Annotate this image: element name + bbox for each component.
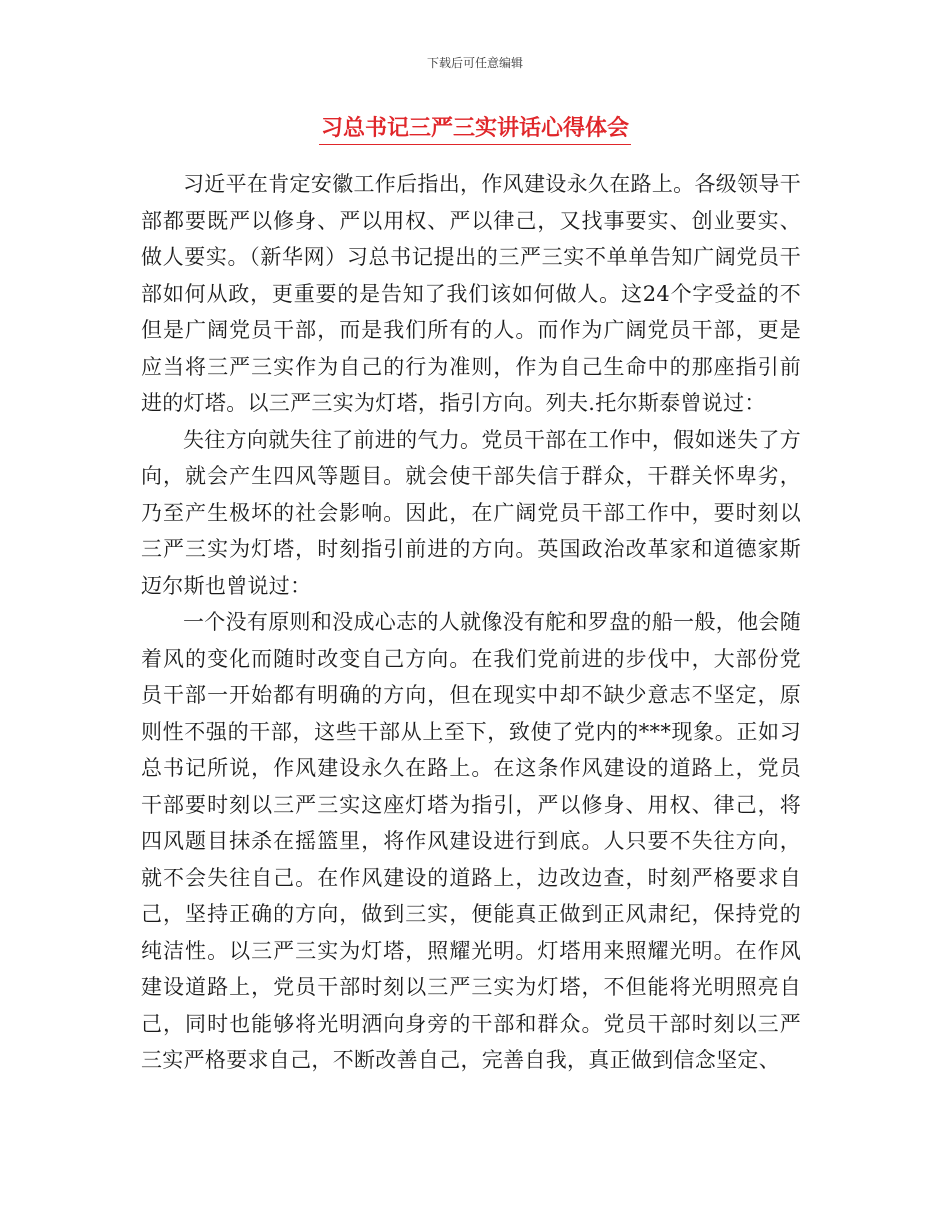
header-note: 下载后可任意编辑 (426, 56, 523, 70)
paragraph-1: 习近平在肯定安徽工作后指出，作风建设永久在路上。各级领导干部都要既严以修身、严以用权、严以律己，又找事要实、创业要实、做人要实。（新华网）习总书记提出的三严三实不单单告知广阔党员干部如何从政，更重要的是告知了我们该如何做人。这24个字受益的不但是广阔党员干部，而是我们所有的人。而作为广阔党员干部，更是应当将三严三实作为自己的行为准则，作为自己生命中的那座指引前进的灯塔。以三严三实为灯塔，指引方向。列夫.托尔斯泰曾说过： (141, 172, 801, 415)
document-title: 习总书记三严三实讲话心得体会 (319, 114, 631, 145)
document-title-wrapper (0, 114, 950, 145)
document-body (141, 166, 801, 1079)
paragraph-2: 失往方向就失往了前进的气力。党员干部在工作中，假如迷失了方向，就会产生四风等题目。就会使干部失信于群众，干群关怀卑劣，乃至产生极坏的社会影响。因此，在广阔党员干部工作中，要时刻以三严三实为灯塔，时刻指引前进的方向。英国政治改革家和道德家斯迈尔斯也曾说过： (141, 427, 801, 598)
paragraph-3: 一个没有原则和没成心志的人就像没有舵和罗盘的船一般，他会随着风的变化而随时改变自己方向。在我们党前进的步伐中，大部份党员干部一开始都有明确的方向，但在现实中却不缺少意志不坚定，原则性不强的干部，这些干部从上至下，致使了党内的***现象。正如习总书记所说，作风建设永久在路上。在这条作风建设的道路上，党员干部要时刻以三严三实这座灯塔为指引，严以修身、用权、律己，将四风题目抹杀在摇篮里，将作风建设进行到底。人只要不失往方向，就不会失往自己。在作风建设的道路上，边改边查，时刻严格要求自己，坚持正确的方向，做到三实，便能真正做到正风肃纪，保持党的纯洁性。以三严三实为灯塔，照耀光明。灯塔用来照耀光明。在作风建设道路上，党员干部时刻以三严三实为灯塔，不但能将光明照亮自己，同时也能够将光明洒向身旁的干部和群众。党员干部时刻以三严三实严格要求自己，不断改善自己，完善自我，真正做到信念坚定、 (141, 610, 801, 1072)
